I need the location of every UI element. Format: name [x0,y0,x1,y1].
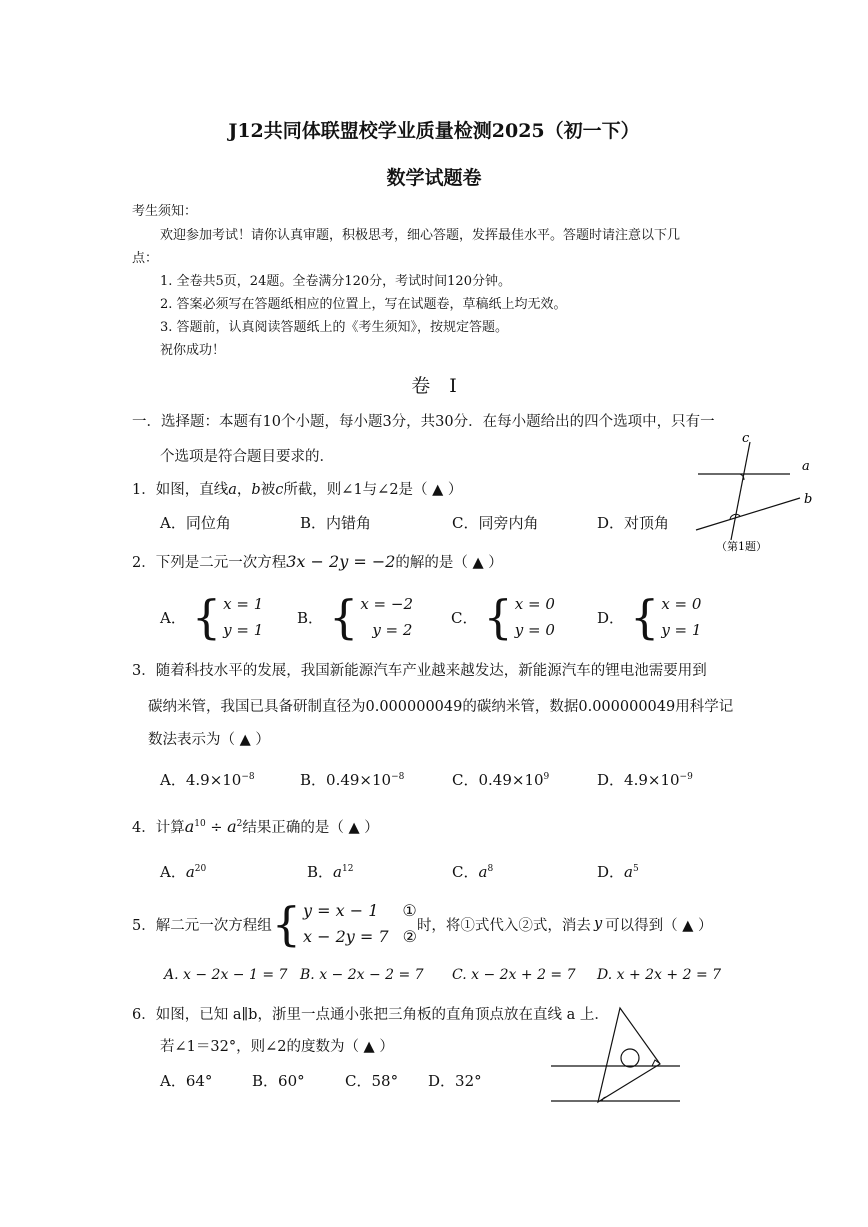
q6-line1: 6．如图，已知 a∥b，浙里一点通小张把三角板的直角顶点放在直线 a 上． [132,1007,609,1023]
ruler-hole [621,1049,639,1067]
q3-line2: 碳纳米管，我国已具备研制直径为0.000000049的碳纳米管，数据0.000000049用科学记 [148,699,734,715]
label-c: c [742,431,750,446]
q2-option-c: C． { x = 0 y = 0 [451,590,555,644]
section-heading-line2: 个选项是符合题目要求的． [160,449,334,465]
paper-title: J12共同体联盟校学业质量检测2025（初一下） [228,120,640,142]
notice-intro-cont: 点： [132,251,159,266]
q2-stem: 2．下列是二元一次方程3x − 2y = −2的解的是（ ▲ ） [132,552,503,571]
q5-option-d: D. x + 2x + 2 = 7 [597,967,722,983]
q1-option-b: B．内错角 [300,514,372,532]
q2-option-b: B． { x = −2 y = 2 [297,590,413,644]
label-a: a [802,459,810,474]
line-c [731,442,750,540]
q6-number: 6． [132,1007,156,1023]
q3-line1: 3．随着科技水平的发展，我国新能源汽车产业越来越发达，新能源汽车的锂电池需要用到 [132,663,707,679]
line-b [696,498,800,530]
q2-option-d: D． { x = 0 y = 1 [597,590,702,644]
q6-option-c: C．58° [345,1072,399,1090]
q6-option-a: A．64° [160,1072,213,1090]
q1-number: 1． [132,482,156,498]
triangle-ruler [598,1008,660,1102]
q2-number: 2． [132,555,156,571]
q4-number: 4． [132,820,156,836]
q5-option-c: C. x − 2x + 2 = 7 [452,967,576,983]
q3-option-a: A．$4.9\times 10^{-8}$ [160,771,255,789]
q4-option-d: D．$a^5$ [597,863,639,881]
q1-option-c: C．同旁内角 [452,514,539,532]
q1-option-a: A．同位角 [160,514,231,532]
notice-closing: 祝你成功！ [160,343,226,358]
notice-intro: 欢迎参加考试！请你认真审题，积极思考，细心答题，发挥最佳水平。答题时请注意以下几 [160,228,681,243]
q1-stem: 1．如图，直线a，b被c所截，则∠1与∠2是（ ▲ ） [132,482,463,498]
q3-option-d: D．$4.9\times 10^{-9}$ [597,771,693,789]
q6-option-b: B．60° [252,1072,305,1090]
label-b: b [804,492,813,507]
q1-figure [688,428,818,556]
q2-option-a: A． { x = 1 y = 1 [160,590,264,644]
q5-option-a: A. x − 2x − 1 = 7 [164,967,288,983]
brace-icon: { [329,590,359,644]
brace-icon: { [483,590,513,644]
q1-option-d: D．对顶角 [597,514,670,532]
notice-item-2: 2. 答案必须写在答题纸相应的位置上，写在试题卷，草稿纸上均无效。 [160,297,567,312]
section-label: 卷 I [411,375,457,397]
q5-number: 5． [132,917,156,934]
q3-option-b: B．$0.49\times 10^{-8}$ [300,771,405,789]
q6-line2: 若∠1＝32°，则∠2的度数为（ ▲ ） [160,1039,394,1055]
q5-option-b: B. x − 2x − 2 = 7 [300,967,424,983]
q4-option-c: C．$a^8$ [452,863,494,881]
q2-equation: 3x − 2y = −2 [286,552,396,571]
notice-item-3: 3. 答题前，认真阅读答题纸上的《考生须知》，按规定答题。 [160,320,509,335]
q4-option-b: B．$a^{12}$ [307,863,354,881]
brace-icon: { [271,897,302,951]
figure-caption: （第1题） [716,540,767,553]
q5-stem: 5． 解二元一次方程组 { y = x − 1 ① x − 2y = 7 ② 时，将①式代入②式，消去 y 可以得到（ ▲ ） [132,897,713,951]
q4-option-a: A．$a^{20}$ [160,863,207,881]
q3-number: 3． [132,663,156,679]
paper-subtitle: 数学试题卷 [386,167,482,189]
q3-line3: 数法表示为（ ▲ ） [148,732,270,748]
notice-heading: 考生须知： [132,204,198,219]
q6-figure [548,1002,688,1108]
notice-item-1: 1. 全卷共5页，24题。全卷满分120分，考试时间120分钟。 [160,274,511,289]
q6-option-d: D．32° [428,1072,482,1090]
section-heading-line1: 一．选择题：本题有10个小题，每小题3分，共30分．在每小题给出的四个选项中，只有一 [132,414,715,430]
q4-stem: 4．计算$a^{10} \div a^2$结果正确的是（ ▲ ） [132,817,379,836]
q3-option-c: C．$0.49\times 10^9$ [452,771,550,789]
brace-icon: { [630,590,660,644]
brace-icon: { [191,590,222,644]
